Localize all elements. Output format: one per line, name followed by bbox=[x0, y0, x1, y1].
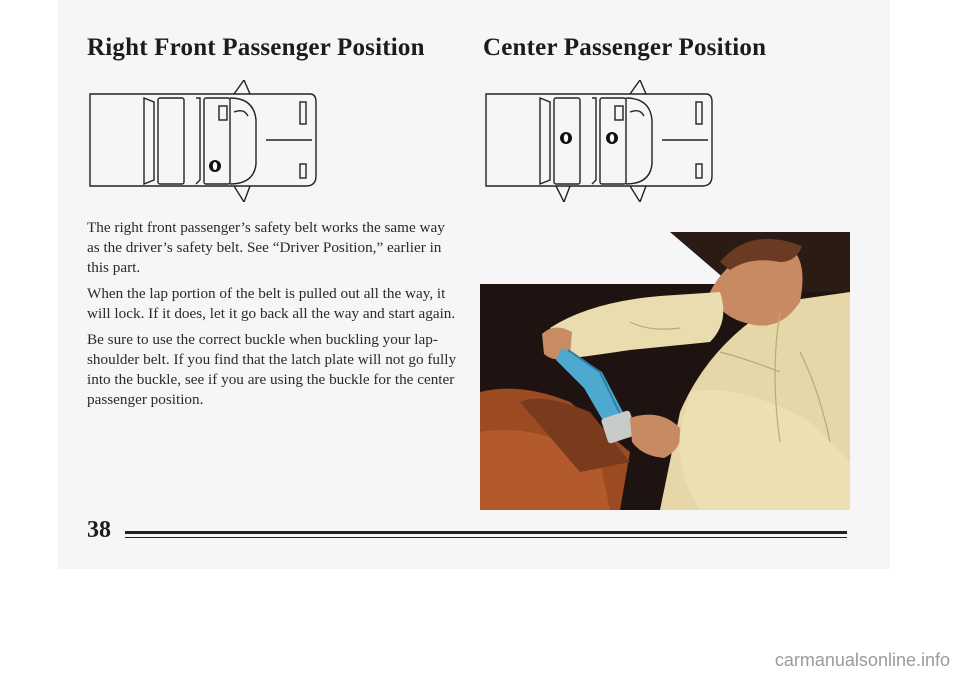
left-heading: Right Front Passenger Position bbox=[87, 34, 425, 61]
occupied-seat-marker bbox=[606, 132, 618, 144]
paragraph: The right front passenger’s safety belt works the same way as the driver’s safety belt. See “Driver Position,” earlier in this part. bbox=[87, 219, 445, 276]
page-number: 38 bbox=[87, 517, 111, 543]
right-front-seat-diagram bbox=[84, 80, 324, 202]
paragraph: Be sure to use the correct buckle when buckling your lap-shoulder belt. If you find that the latch plate will not go fully into the buckle, see if you are using the buckle for the center passenger position. bbox=[87, 331, 457, 408]
watermark: carmanualsonline.info bbox=[774, 650, 950, 670]
right-heading: Center Passenger Position bbox=[483, 34, 767, 61]
man-buckling-belt-illustration bbox=[480, 232, 850, 510]
occupied-seat-marker bbox=[209, 160, 221, 172]
left-body-text bbox=[87, 218, 459, 416]
footer-rule-thin bbox=[125, 537, 847, 538]
occupied-seat-marker bbox=[560, 132, 572, 144]
center-seat-diagram bbox=[480, 80, 720, 202]
paragraph: When the lap portion of the belt is pulled out all the way, it will lock. If it does, let it go back all the way and start again. bbox=[87, 285, 456, 322]
footer-rule bbox=[125, 531, 847, 534]
